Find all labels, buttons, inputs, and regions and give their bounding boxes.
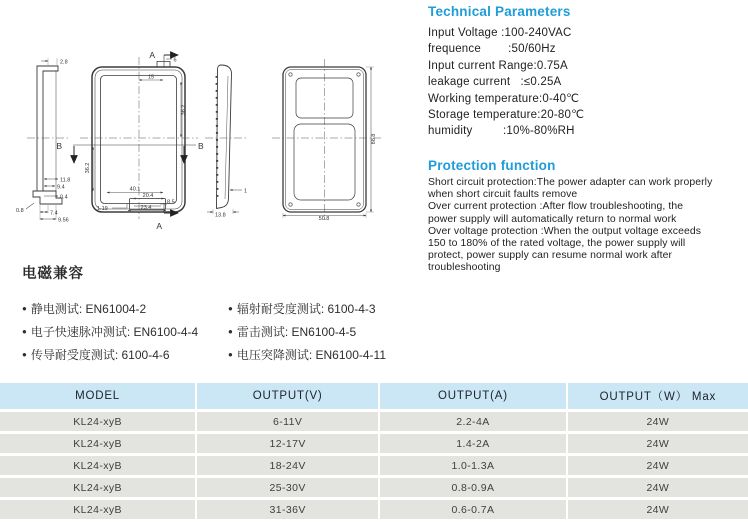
dim-15: 15	[147, 74, 155, 81]
bullet-icon: ●	[22, 304, 27, 313]
cell-output-v: 31-36V	[197, 500, 378, 519]
dim-36-2-left: 36.2	[85, 162, 91, 174]
protection-line: power supply will automatically return to normal work	[428, 213, 677, 225]
cell-output-v: 18-24V	[197, 456, 378, 475]
bullet-icon: ●	[228, 304, 233, 313]
cell-output-a: 1.0-1.3A	[380, 456, 566, 475]
dim-0-4: 0.4	[60, 194, 68, 201]
protection-line: 150 to 180% of the rated voltage, the power supply will	[428, 238, 686, 250]
technical-parameters-title: Technical Parameters	[428, 4, 571, 19]
section-b-right-label: B	[198, 141, 204, 151]
cell-output-v: 12-17V	[197, 434, 378, 453]
cell-output-a: 0.8-0.9A	[380, 478, 566, 497]
emc-test-item	[22, 297, 228, 320]
protection-function-section	[428, 158, 748, 275]
section-a-top-label: A	[149, 50, 155, 60]
col-header-output-w: OUTPUT（W） Max	[568, 383, 748, 409]
bullet-icon: ●	[228, 327, 233, 336]
param-input-voltage: Input Voltage :100-240VAC	[428, 27, 572, 39]
emc-test-label: 传导耐受度测试: 6100-4-6	[30, 348, 170, 362]
dim-7-4: 7.4	[50, 210, 58, 217]
dim-2-8: 2.8	[60, 59, 68, 66]
cell-model: KL24-xyB	[0, 500, 195, 519]
col-header-output-a: OUTPUT(A)	[380, 383, 566, 409]
dim-13-8: 13.8	[215, 212, 226, 219]
emc-test-item	[228, 297, 386, 320]
table-row	[0, 456, 748, 475]
cell-output-w: 24W	[568, 500, 748, 519]
emc-test-label: 辐射耐受度测试: 6100-4-3	[236, 302, 376, 316]
emc-test-item	[22, 343, 228, 366]
cell-model: KL24-xyB	[0, 412, 195, 431]
emc-test-label: 雷击测试: EN6100-4-5	[236, 325, 357, 339]
param-humidity: humidity :10%-80%RH	[428, 125, 575, 138]
bullet-icon: ●	[228, 350, 233, 359]
table-row	[0, 412, 748, 431]
cell-output-a: 2.2-4A	[380, 412, 566, 431]
dim-1-19: 1.19	[97, 206, 108, 212]
cell-output-w: 24W	[568, 456, 748, 475]
side-section-view	[16, 58, 70, 224]
col-header-output-v: OUTPUT(V)	[197, 383, 378, 409]
param-working-temp: Working temperature:0-40℃	[428, 92, 580, 105]
dim-8-5: 8.5	[167, 199, 175, 206]
emc-test-item	[22, 320, 228, 343]
output-spec-table	[0, 380, 748, 522]
emc-title: 电磁兼容	[22, 266, 84, 282]
dim-50-8: 50.8	[318, 216, 330, 222]
protection-line: when short circuit faults remove	[428, 189, 578, 201]
param-storage-temp: Storage temperature:20-80℃	[428, 109, 585, 122]
dim-6: 6	[173, 57, 177, 64]
cell-output-v: 25-30V	[197, 478, 378, 497]
emc-test-label: 静电测试: EN61004-2	[30, 302, 147, 316]
back-view	[272, 59, 381, 222]
dim-0-8: 0.8	[16, 208, 24, 214]
dim-9-56: 9.56	[58, 217, 69, 224]
dim-1: 1	[244, 188, 248, 195]
protection-line: Over voltage protection :When the output voltage exceeds	[428, 225, 702, 237]
cell-model: KL24-xyB	[0, 478, 195, 497]
table-row	[0, 478, 748, 497]
emc-test-label: 电子快速脉冲测试: EN6100-4-4	[30, 325, 199, 339]
cell-model: KL24-xyB	[0, 456, 195, 475]
table-header-row	[0, 383, 748, 409]
param-leakage-current: leakage current :≤0.25A	[428, 76, 562, 89]
protection-line: troubleshooting	[428, 262, 501, 274]
emc-section	[22, 262, 422, 366]
cell-output-a: 1.4-2A	[380, 434, 566, 453]
dim-9-4: 9.4	[57, 184, 65, 191]
bullet-icon: ●	[22, 327, 27, 336]
output-spec-table-wrap	[0, 380, 748, 522]
section-a-bottom-label: A	[156, 221, 162, 231]
cell-model: KL24-xyB	[0, 434, 195, 453]
cell-output-w: 24W	[568, 434, 748, 453]
cell-output-v: 6-11V	[197, 412, 378, 431]
section-b-left-label: B	[56, 141, 62, 151]
front-view	[56, 50, 204, 231]
dim-23-4: 23.4	[140, 205, 152, 211]
bullet-icon: ●	[22, 350, 27, 359]
cell-output-w: 24W	[568, 478, 748, 497]
dim-36-2-right: 36.2	[181, 104, 187, 116]
technical-parameters-section	[428, 4, 746, 140]
protection-line: Over current protection :After flow troubleshooting, the	[428, 201, 684, 213]
emc-test-item	[228, 343, 386, 366]
technical-drawing	[0, 45, 400, 235]
table-row	[0, 434, 748, 453]
dim-40-1: 40.1	[129, 186, 141, 193]
dim-88-8: 88.8	[371, 133, 377, 145]
param-frequence: frequence :50/60Hz	[428, 43, 556, 56]
emc-test-label: 电压突降测试: EN6100-4-11	[236, 348, 387, 362]
emc-test-item	[228, 320, 386, 343]
dim-11-8: 11.8	[60, 177, 71, 184]
param-input-current: Input current Range:0.75A	[428, 59, 568, 72]
protection-line: protect, power supply can resume normal work after	[428, 250, 673, 262]
cell-output-w: 24W	[568, 412, 748, 431]
protection-line: Short circuit protection:The power adapter can work properly	[428, 177, 713, 188]
side-profile-view	[205, 65, 247, 219]
protection-function-title: Protection function	[428, 158, 556, 173]
table-row	[0, 500, 748, 519]
col-header-model: MODEL	[0, 383, 195, 409]
cell-output-a: 0.6-0.7A	[380, 500, 566, 519]
dim-20-4: 20.4	[142, 192, 154, 199]
